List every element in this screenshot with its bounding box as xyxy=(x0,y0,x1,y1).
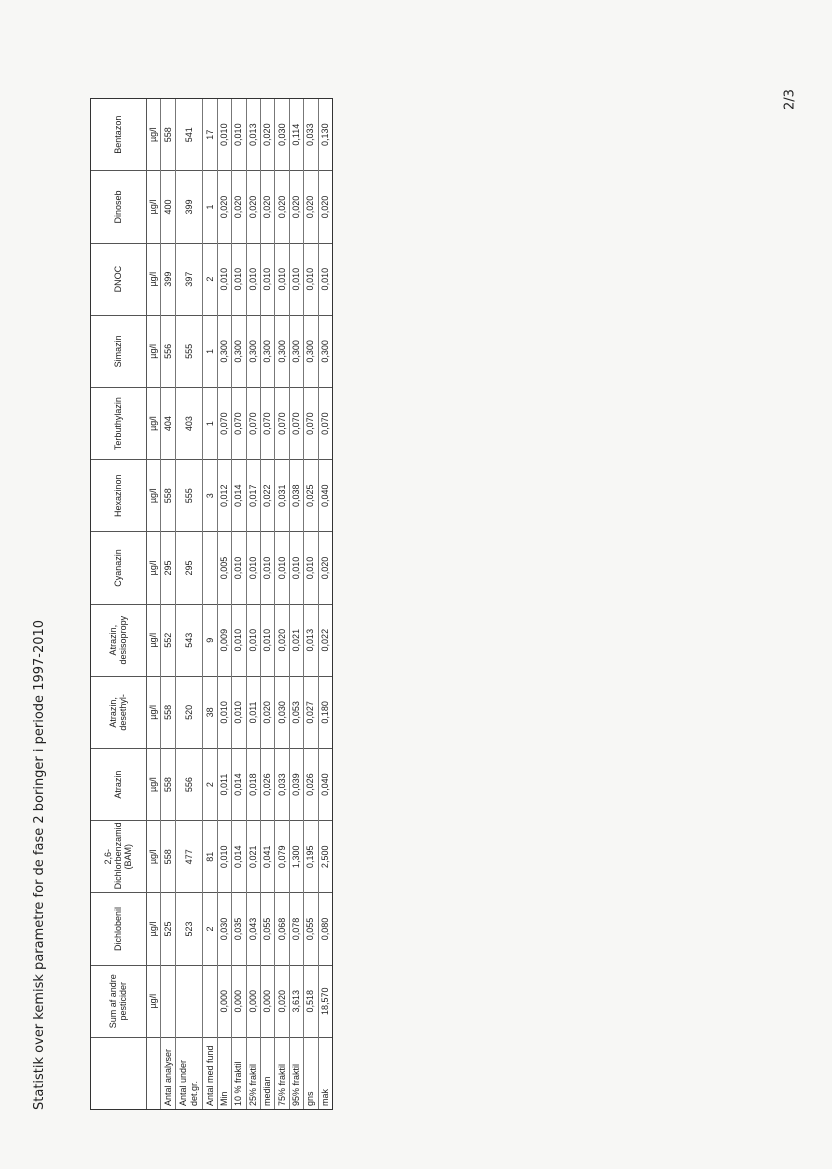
page-number: 2/3 xyxy=(782,89,798,110)
column-header: Atrazin xyxy=(90,748,147,820)
table-cell: 0,010 xyxy=(260,243,274,315)
table-cell: µg/l xyxy=(147,604,161,676)
table-cell: 0,020 xyxy=(318,171,333,243)
table-cell: µg/l xyxy=(147,171,161,243)
table-cell: 0,010 xyxy=(318,243,333,315)
column-header: Atrazin, desethyl- xyxy=(90,676,147,748)
table-cell: µg/l xyxy=(147,387,161,459)
table-cell: 0,020 xyxy=(304,171,318,243)
table-cell: 0,010 xyxy=(217,821,231,893)
table-cell: 0,031 xyxy=(275,460,289,532)
table-cell: 0,078 xyxy=(289,893,303,965)
table-cell: 0,027 xyxy=(304,676,318,748)
table-cell: 295 xyxy=(161,532,175,604)
table-cell: 558 xyxy=(161,748,175,820)
table-cell: 0,035 xyxy=(232,893,246,965)
table-cell xyxy=(161,965,175,1037)
table-cell: 0,020 xyxy=(246,171,260,243)
table-cell xyxy=(175,965,203,1037)
table-cell: 400 xyxy=(161,171,175,243)
table-cell: 556 xyxy=(175,748,203,820)
table-cell: 0,010 xyxy=(232,604,246,676)
table-cell: 558 xyxy=(161,676,175,748)
table-cell: µg/l xyxy=(147,965,161,1037)
header-row xyxy=(90,99,147,1110)
table-cell: 0,080 xyxy=(318,893,333,965)
table-cell: 0,021 xyxy=(246,821,260,893)
table-cell xyxy=(203,965,217,1037)
row-label: Antal med fund xyxy=(203,1037,217,1109)
table-cell: 0,010 xyxy=(246,532,260,604)
column-header: Dinoseb xyxy=(90,171,147,243)
column-header: DNOC xyxy=(90,243,147,315)
table-cell: 0,010 xyxy=(289,532,303,604)
table-cell: 2 xyxy=(203,243,217,315)
table-cell: 0,010 xyxy=(232,243,246,315)
table-cell: 0,020 xyxy=(275,604,289,676)
table-cell: 555 xyxy=(175,460,203,532)
table-cell: 0,070 xyxy=(246,387,260,459)
row-label-header xyxy=(90,1037,147,1109)
table-cell: 0,021 xyxy=(289,604,303,676)
table-cell: 1 xyxy=(203,315,217,387)
table-cell: 0,020 xyxy=(260,171,274,243)
table-cell: 0,300 xyxy=(260,315,274,387)
table-cell: 0,009 xyxy=(217,604,231,676)
table-row xyxy=(275,99,289,1110)
table-cell: 0,070 xyxy=(275,387,289,459)
table-cell: 0,000 xyxy=(246,965,260,1037)
table-cell: 0,300 xyxy=(232,315,246,387)
table-cell: 0,055 xyxy=(304,893,318,965)
row-label xyxy=(147,1037,161,1109)
table-cell: 0,068 xyxy=(275,893,289,965)
table-cell: 0,053 xyxy=(289,676,303,748)
table-cell: 0,039 xyxy=(289,748,303,820)
table-cell: 0,300 xyxy=(246,315,260,387)
table-cell: 38 xyxy=(203,676,217,748)
table-cell: 0,010 xyxy=(232,99,246,171)
column-header: Dichlobenil xyxy=(90,893,147,965)
table-cell: 0,020 xyxy=(289,171,303,243)
table-cell: 0,079 xyxy=(275,821,289,893)
table-cell: 0,020 xyxy=(260,99,274,171)
table-cell: 556 xyxy=(161,315,175,387)
table-cell: 0,040 xyxy=(318,748,333,820)
table-cell: 0,070 xyxy=(260,387,274,459)
table-cell: 2 xyxy=(203,748,217,820)
column-header: Simazin xyxy=(90,315,147,387)
column-header: 2,6-Dichlorbenzamid (BAM) xyxy=(90,821,147,893)
table-cell: 295 xyxy=(175,532,203,604)
table-cell: 0,014 xyxy=(232,460,246,532)
table-cell: 0,114 xyxy=(289,99,303,171)
column-header: Cyanazin xyxy=(90,532,147,604)
table-cell: 0,070 xyxy=(289,387,303,459)
table-cell: 1 xyxy=(203,387,217,459)
table-cell: 3 xyxy=(203,460,217,532)
table-cell: 0,033 xyxy=(275,748,289,820)
table-cell: 0,020 xyxy=(217,171,231,243)
table-cell: 0,020 xyxy=(275,171,289,243)
table-cell: 0,030 xyxy=(275,99,289,171)
table-cell: 0,010 xyxy=(232,676,246,748)
table-cell: 399 xyxy=(175,171,203,243)
table-cell: 0,005 xyxy=(217,532,231,604)
table-cell: 0,010 xyxy=(217,243,231,315)
table-cell: 1,300 xyxy=(289,821,303,893)
row-label: median xyxy=(260,1037,274,1109)
table-cell: µg/l xyxy=(147,676,161,748)
table-row xyxy=(246,99,260,1110)
table-cell: 0,043 xyxy=(246,893,260,965)
table-cell: 9 xyxy=(203,604,217,676)
table-cell: 0,300 xyxy=(289,315,303,387)
table-cell: 0,010 xyxy=(275,243,289,315)
row-label: 75% fraktil xyxy=(275,1037,289,1109)
table-cell xyxy=(203,532,217,604)
table-cell: 0,010 xyxy=(304,532,318,604)
table-cell: 0,014 xyxy=(232,821,246,893)
table-cell: 0,300 xyxy=(304,315,318,387)
table-cell: 0,055 xyxy=(260,893,274,965)
table-cell: 543 xyxy=(175,604,203,676)
column-header: Sum af andre pesticider xyxy=(90,965,147,1037)
table-cell: µg/l xyxy=(147,821,161,893)
table-cell: 0,014 xyxy=(232,748,246,820)
table-cell: 0,070 xyxy=(318,387,333,459)
table-cell: 523 xyxy=(175,893,203,965)
table-cell: 0,022 xyxy=(318,604,333,676)
table-cell: 0,070 xyxy=(232,387,246,459)
table-cell: 0,030 xyxy=(275,676,289,748)
table-cell: 525 xyxy=(161,893,175,965)
table-cell: 0,010 xyxy=(275,532,289,604)
table-cell: 477 xyxy=(175,821,203,893)
table-cell: 555 xyxy=(175,315,203,387)
table-cell: 0,022 xyxy=(260,460,274,532)
table-cell: 0,030 xyxy=(217,893,231,965)
column-header: Bentazon xyxy=(90,99,147,171)
table-cell: 0,010 xyxy=(304,243,318,315)
document-title: Statistik over kemisk parametre for de fase 2 boringer i periode 1997-2010 xyxy=(32,619,47,1110)
table-cell: µg/l xyxy=(147,893,161,965)
table-cell: 0,013 xyxy=(246,99,260,171)
table-cell: µg/l xyxy=(147,460,161,532)
table-cell: 2,500 xyxy=(318,821,333,893)
table-cell: 0,010 xyxy=(232,532,246,604)
row-label: 25% fraktil xyxy=(246,1037,260,1109)
table-cell: 0,041 xyxy=(260,821,274,893)
table-cell: 397 xyxy=(175,243,203,315)
table-cell: 0,026 xyxy=(304,748,318,820)
table-cell: 520 xyxy=(175,676,203,748)
table-cell: µg/l xyxy=(147,532,161,604)
table-cell: 0,300 xyxy=(217,315,231,387)
row-label: Antal analyser xyxy=(161,1037,175,1109)
table-row xyxy=(217,99,231,1110)
table-cell: 0,010 xyxy=(246,243,260,315)
row-label: gns xyxy=(304,1037,318,1109)
table-cell: 0,070 xyxy=(304,387,318,459)
table-cell: 17 xyxy=(203,99,217,171)
table-cell: 0,013 xyxy=(304,604,318,676)
table-cell: 0,130 xyxy=(318,99,333,171)
table-row xyxy=(232,99,246,1110)
table-cell: 0,010 xyxy=(217,676,231,748)
table-cell: µg/l xyxy=(147,243,161,315)
table-cell: 0,000 xyxy=(217,965,231,1037)
table-cell: 0,180 xyxy=(318,676,333,748)
table-cell: 2 xyxy=(203,893,217,965)
table-cell: 0,020 xyxy=(275,965,289,1037)
table-row xyxy=(203,99,217,1110)
table-row xyxy=(147,99,161,1110)
statistics-table xyxy=(90,98,333,1110)
table-cell: 403 xyxy=(175,387,203,459)
table-row xyxy=(289,99,303,1110)
table-cell: 0,010 xyxy=(289,243,303,315)
table-cell: 0,040 xyxy=(318,460,333,532)
table-cell: 0,000 xyxy=(232,965,246,1037)
table-cell: 0,010 xyxy=(260,532,274,604)
table-cell: 558 xyxy=(161,821,175,893)
row-label: Antal under det.gr. xyxy=(175,1037,203,1109)
table-row xyxy=(260,99,274,1110)
table-cell: 0,195 xyxy=(304,821,318,893)
column-header: Atrazin, desisopropy xyxy=(90,604,147,676)
table-cell: 0,020 xyxy=(260,676,274,748)
table-cell: 399 xyxy=(161,243,175,315)
table-cell: 558 xyxy=(161,460,175,532)
table-cell: µg/l xyxy=(147,315,161,387)
table-cell: 558 xyxy=(161,99,175,171)
table-cell: 0,038 xyxy=(289,460,303,532)
table-cell: 404 xyxy=(161,387,175,459)
table-cell: 0,017 xyxy=(246,460,260,532)
table-cell: 1 xyxy=(203,171,217,243)
table-cell: 0,011 xyxy=(246,676,260,748)
table-row xyxy=(161,99,175,1110)
table-cell: µg/l xyxy=(147,748,161,820)
table-cell: 552 xyxy=(161,604,175,676)
table-cell: 0,300 xyxy=(318,315,333,387)
table-cell: 18,570 xyxy=(318,965,333,1037)
table-cell: 81 xyxy=(203,821,217,893)
table-cell: 541 xyxy=(175,99,203,171)
table-cell: 0,300 xyxy=(275,315,289,387)
row-label: Min xyxy=(217,1037,231,1109)
row-label: mak xyxy=(318,1037,333,1109)
table-cell: 0,011 xyxy=(217,748,231,820)
table-cell: 0,010 xyxy=(217,99,231,171)
table-cell: 0,020 xyxy=(318,532,333,604)
table-row xyxy=(318,99,333,1110)
table-cell: 3,613 xyxy=(289,965,303,1037)
table-cell: 0,000 xyxy=(260,965,274,1037)
table-cell: 0,026 xyxy=(260,748,274,820)
table-cell: 0,010 xyxy=(246,604,260,676)
table-cell: 0,010 xyxy=(260,604,274,676)
table-cell: 0,070 xyxy=(217,387,231,459)
table-cell: 0,018 xyxy=(246,748,260,820)
table-cell: 0,033 xyxy=(304,99,318,171)
table-cell: 0,025 xyxy=(304,460,318,532)
table-cell: 0,518 xyxy=(304,965,318,1037)
table-cell: 0,020 xyxy=(232,171,246,243)
table-row xyxy=(175,99,203,1110)
table-row xyxy=(304,99,318,1110)
table-cell: 0,012 xyxy=(217,460,231,532)
statistics-table-container xyxy=(90,98,333,1110)
column-header: Terbuthylazin xyxy=(90,387,147,459)
row-label: 95% fraktil xyxy=(289,1037,303,1109)
row-label: 10 % fraktil xyxy=(232,1037,246,1109)
column-header: Hexazinon xyxy=(90,460,147,532)
table-cell: µg/l xyxy=(147,99,161,171)
